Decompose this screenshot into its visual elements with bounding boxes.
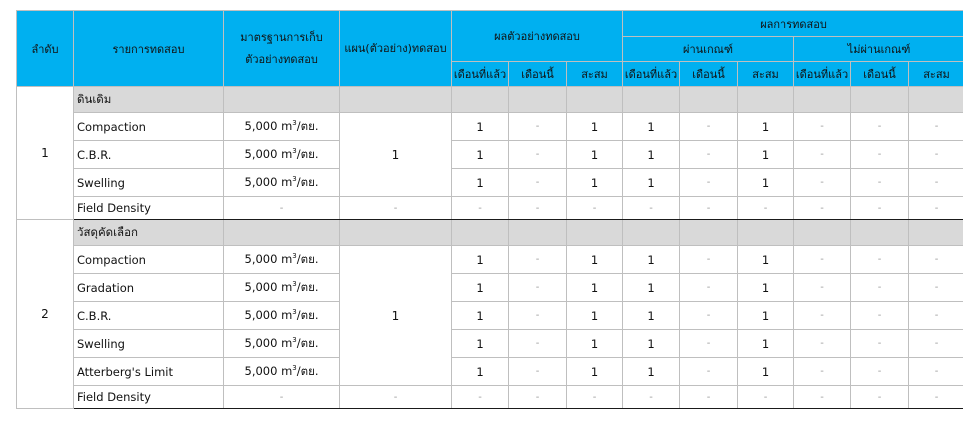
result-cell: -: [794, 113, 851, 141]
plan-count: -: [340, 386, 452, 409]
result-cell: 1: [567, 302, 623, 330]
result-cell: -: [680, 246, 738, 274]
header-standard: มาตรฐานการเก็บตัวอย่างทดสอบ: [224, 11, 340, 87]
result-cell: -: [509, 358, 567, 386]
result-cell: -: [680, 197, 738, 220]
group-title-filler: [340, 87, 452, 113]
std-unit: /ตย.: [296, 118, 319, 133]
result-cell: -: [509, 197, 567, 220]
std-value: 5,000 m: [244, 335, 293, 350]
std-value: 5,000 m: [244, 307, 293, 322]
std-value: 5,000 m: [244, 146, 293, 161]
result-cell: -: [680, 302, 738, 330]
result-cell: -: [851, 169, 909, 197]
test-item: Gradation: [74, 274, 224, 302]
table-header: [17, 11, 963, 87]
header-pass-this-month: เดือนนี้: [680, 62, 738, 87]
test-item: Atterberg's Limit: [74, 358, 224, 386]
result-cell: 1: [567, 274, 623, 302]
result-cell: 1: [738, 141, 794, 169]
group-title-filler: [794, 220, 851, 246]
result-cell: 1: [452, 141, 509, 169]
result-cell: -: [851, 302, 909, 330]
std-unit: /ตย.: [296, 174, 319, 189]
group-title-filler: [623, 87, 680, 113]
result-cell: 1: [452, 113, 509, 141]
std-value: 5,000 m: [244, 279, 293, 294]
result-cell: 1: [738, 274, 794, 302]
group-title-filler: [224, 220, 340, 246]
result-cell: 1: [452, 358, 509, 386]
result-cell: -: [509, 386, 567, 409]
header-fail-last-month: เดือนที่แล้ว: [794, 62, 851, 87]
table-row: [17, 197, 963, 220]
result-cell: 1: [623, 169, 680, 197]
result-cell: -: [794, 246, 851, 274]
sampling-standard: [224, 274, 340, 302]
result-cell: -: [680, 274, 738, 302]
table-body: [17, 87, 963, 409]
std-unit: /ตย.: [296, 335, 319, 350]
table-row: [17, 113, 963, 141]
test-item: C.B.R.: [74, 141, 224, 169]
result-cell: -: [509, 246, 567, 274]
result-cell: -: [794, 141, 851, 169]
std-unit: /ตย.: [296, 363, 319, 378]
sampling-standard: [224, 358, 340, 386]
table-row: [17, 358, 963, 386]
group-seq: 1: [17, 87, 74, 220]
group-title-filler: [738, 87, 794, 113]
result-cell: -: [567, 386, 623, 409]
table-row: [17, 386, 963, 409]
test-item: Compaction: [74, 113, 224, 141]
result-cell: 1: [738, 330, 794, 358]
header-item: รายการทดสอบ: [74, 11, 224, 87]
std-superscript: 3: [292, 279, 297, 288]
result-cell: -: [851, 113, 909, 141]
std-superscript: 3: [292, 146, 297, 155]
group-title-filler: [340, 220, 452, 246]
std-unit: /ตย.: [296, 307, 319, 322]
std-unit: /ตย.: [296, 146, 319, 161]
result-cell: -: [680, 358, 738, 386]
sampling-standard: -: [224, 197, 340, 220]
result-cell: -: [909, 169, 963, 197]
result-cell: -: [794, 386, 851, 409]
header-fail-cumulative: สะสม: [909, 62, 963, 87]
group-title-filler: [794, 87, 851, 113]
table-row: [17, 274, 963, 302]
header-samples-last-month: เดือนที่แล้ว: [452, 62, 509, 87]
result-cell: -: [851, 330, 909, 358]
std-superscript: 3: [292, 118, 297, 127]
group-title-filler: [567, 87, 623, 113]
result-cell: -: [452, 386, 509, 409]
group-title-filler: [452, 220, 509, 246]
group-title-filler: [452, 87, 509, 113]
table-row: [17, 246, 963, 274]
result-cell: 1: [567, 141, 623, 169]
result-cell: -: [567, 197, 623, 220]
result-cell: 1: [567, 113, 623, 141]
result-cell: -: [909, 197, 963, 220]
result-cell: -: [738, 386, 794, 409]
std-superscript: 3: [292, 363, 297, 372]
result-cell: 1: [567, 169, 623, 197]
std-unit: /ตย.: [296, 279, 319, 294]
test-item: Compaction: [74, 246, 224, 274]
result-cell: -: [680, 169, 738, 197]
std-value: 5,000 m: [244, 174, 293, 189]
result-cell: 1: [623, 358, 680, 386]
sampling-standard: [224, 330, 340, 358]
header-samples-cumulative: สะสม: [567, 62, 623, 87]
group-title-filler: [909, 220, 963, 246]
result-cell: -: [509, 141, 567, 169]
header-pass: ผ่านเกณฑ์: [623, 37, 794, 62]
std-value: 5,000 m: [244, 363, 293, 378]
result-cell: 1: [738, 358, 794, 386]
table-row: [17, 330, 963, 358]
result-cell: 1: [623, 330, 680, 358]
result-cell: 1: [623, 246, 680, 274]
std-superscript: 3: [292, 335, 297, 344]
result-cell: -: [909, 141, 963, 169]
result-cell: -: [509, 330, 567, 358]
test-item: Swelling: [74, 169, 224, 197]
test-results-table: [16, 10, 963, 409]
sampling-standard: [224, 141, 340, 169]
table-row: [17, 169, 963, 197]
header-samples-this-month: เดือนนี้: [509, 62, 567, 87]
result-cell: -: [851, 358, 909, 386]
group-title-filler: [680, 220, 738, 246]
group-title-filler: [909, 87, 963, 113]
result-cell: -: [509, 169, 567, 197]
result-cell: 1: [452, 169, 509, 197]
result-cell: -: [738, 197, 794, 220]
result-cell: -: [794, 330, 851, 358]
group-title-filler: [680, 87, 738, 113]
result-cell: -: [794, 274, 851, 302]
group-title-filler: [851, 87, 909, 113]
result-cell: -: [623, 386, 680, 409]
test-item: C.B.R.: [74, 302, 224, 330]
header-seq: ลำดับ: [17, 11, 74, 87]
std-superscript: 3: [292, 174, 297, 183]
std-value: 5,000 m: [244, 251, 293, 266]
result-cell: 1: [738, 169, 794, 197]
group-title: วัสดุคัดเลือก: [74, 220, 224, 246]
header-results: ผลการทดสอบ: [623, 11, 963, 37]
header-fail-this-month: เดือนนี้: [851, 62, 909, 87]
header-pass-last-month: เดือนที่แล้ว: [623, 62, 680, 87]
header-plan: แผน(ตัวอย่าง)ทดสอบ: [340, 11, 452, 87]
result-cell: -: [509, 302, 567, 330]
test-item: Swelling: [74, 330, 224, 358]
result-cell: 1: [452, 330, 509, 358]
result-cell: 1: [567, 246, 623, 274]
header-pass-cumulative: สะสม: [738, 62, 794, 87]
result-cell: -: [909, 302, 963, 330]
group-row: [17, 220, 963, 246]
plan-count: 1: [340, 246, 452, 386]
group-title-filler: [509, 87, 567, 113]
header-fail: ไม่ผ่านเกณฑ์: [794, 37, 963, 62]
plan-count: 1: [340, 113, 452, 197]
result-cell: -: [909, 386, 963, 409]
result-cell: -: [452, 197, 509, 220]
group-title-filler: [567, 220, 623, 246]
result-cell: -: [909, 358, 963, 386]
sampling-standard: [224, 302, 340, 330]
result-cell: 1: [738, 113, 794, 141]
result-cell: 1: [623, 141, 680, 169]
sampling-standard: -: [224, 386, 340, 409]
result-cell: 1: [567, 358, 623, 386]
result-cell: 1: [738, 302, 794, 330]
table-row: [17, 141, 963, 169]
sampling-standard: [224, 113, 340, 141]
result-cell: -: [680, 141, 738, 169]
result-cell: 1: [623, 113, 680, 141]
result-cell: -: [680, 386, 738, 409]
result-cell: -: [794, 302, 851, 330]
std-superscript: 3: [292, 307, 297, 316]
result-cell: -: [851, 141, 909, 169]
group-title-filler: [224, 87, 340, 113]
std-unit: /ตย.: [296, 251, 319, 266]
result-cell: -: [909, 246, 963, 274]
group-title-filler: [623, 220, 680, 246]
group-title-filler: [851, 220, 909, 246]
test-item: Field Density: [74, 197, 224, 220]
result-cell: 1: [567, 330, 623, 358]
result-cell: -: [851, 197, 909, 220]
result-cell: -: [909, 113, 963, 141]
std-value: 5,000 m: [244, 118, 293, 133]
plan-count: -: [340, 197, 452, 220]
result-cell: 1: [452, 274, 509, 302]
result-cell: 1: [623, 302, 680, 330]
result-cell: -: [680, 330, 738, 358]
result-cell: -: [909, 274, 963, 302]
result-cell: -: [509, 113, 567, 141]
std-superscript: 3: [292, 251, 297, 260]
result-cell: -: [909, 330, 963, 358]
group-title-filler: [509, 220, 567, 246]
result-cell: -: [794, 169, 851, 197]
result-cell: -: [794, 358, 851, 386]
result-cell: 1: [452, 302, 509, 330]
sampling-standard: [224, 246, 340, 274]
sampling-standard: [224, 169, 340, 197]
result-cell: -: [851, 386, 909, 409]
table-row: [17, 302, 963, 330]
group-title-filler: [738, 220, 794, 246]
group-row: [17, 87, 963, 113]
result-cell: -: [851, 274, 909, 302]
test-item: Field Density: [74, 386, 224, 409]
result-cell: 1: [452, 246, 509, 274]
group-title: ดินเดิม: [74, 87, 224, 113]
result-cell: -: [794, 197, 851, 220]
result-cell: 1: [623, 274, 680, 302]
result-cell: -: [623, 197, 680, 220]
header-samples: ผลตัวอย่างทดสอบ: [452, 11, 623, 62]
result-cell: -: [509, 274, 567, 302]
result-cell: 1: [738, 246, 794, 274]
result-cell: -: [851, 246, 909, 274]
group-seq: 2: [17, 220, 74, 409]
result-cell: -: [680, 113, 738, 141]
